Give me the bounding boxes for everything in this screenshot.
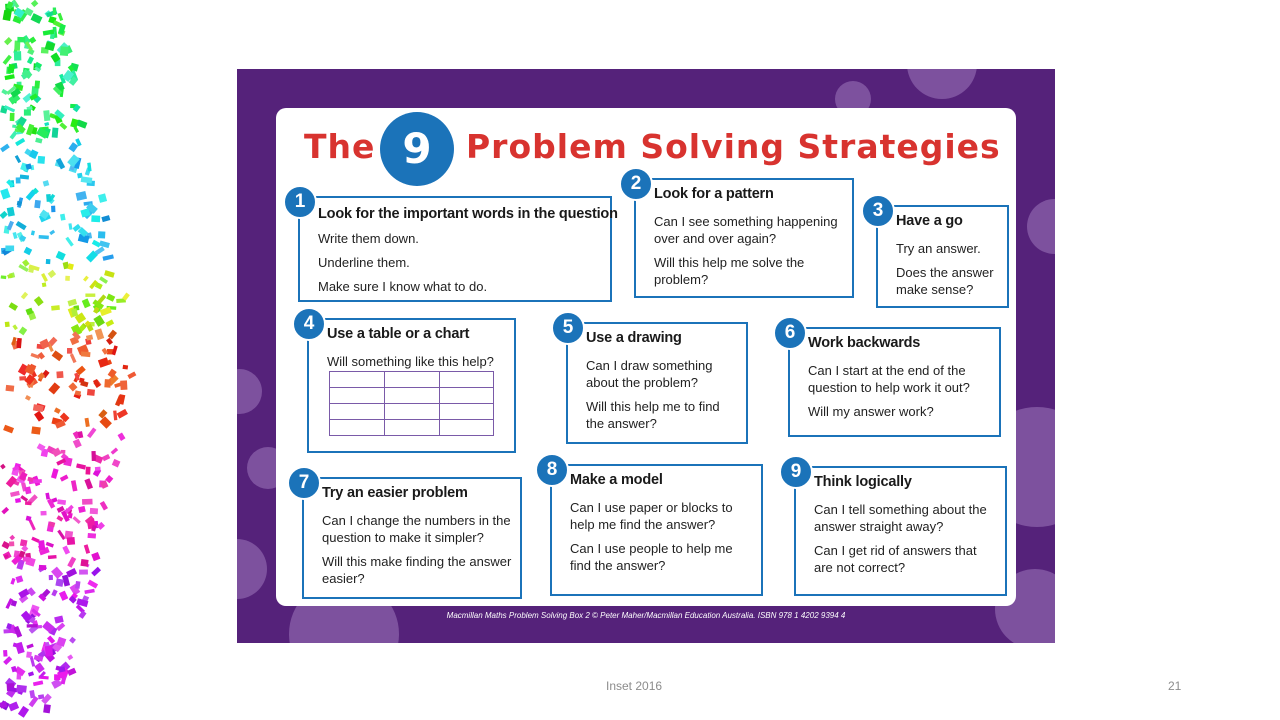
confetti-piece	[108, 330, 117, 340]
confetti-piece	[16, 338, 21, 348]
strategy-4	[303, 313, 516, 453]
confetti-piece	[9, 535, 15, 541]
confetti-piece	[27, 587, 36, 596]
confetti-piece	[85, 467, 90, 475]
confetti-piece	[75, 581, 80, 589]
confetti-piece	[79, 610, 87, 618]
confetti-piece	[67, 537, 75, 545]
confetti-piece	[39, 235, 49, 239]
confetti-piece	[45, 646, 53, 657]
confetti-piece	[79, 570, 88, 575]
confetti-piece	[34, 296, 44, 306]
confetti-piece	[31, 0, 38, 7]
confetti-piece	[98, 357, 109, 367]
confetti-piece	[80, 381, 88, 388]
strategy-number-badge: 9	[779, 455, 813, 489]
confetti-piece	[118, 432, 126, 441]
confetti-piece	[19, 327, 28, 336]
confetti-piece	[127, 372, 136, 380]
strategy-number-badge: 2	[619, 167, 653, 201]
confetti-piece	[81, 176, 93, 183]
confetti-piece	[5, 246, 14, 252]
confetti-piece	[26, 651, 32, 658]
confetti-piece	[33, 680, 43, 686]
confetti-piece	[21, 292, 28, 300]
strategy-line: Will this help me solve the problem?	[654, 255, 805, 287]
title-text: Problem Solving Strategies	[466, 127, 1001, 166]
confetti-piece	[24, 247, 33, 255]
confetti-piece	[60, 46, 69, 56]
confetti-piece	[68, 142, 78, 152]
confetti-piece	[105, 319, 114, 327]
strategy-6	[784, 322, 1001, 437]
confetti-piece	[13, 232, 18, 239]
confetti-piece	[104, 379, 111, 388]
confetti-piece	[78, 506, 86, 513]
strategy-line: Can I draw something about the problem?	[586, 358, 713, 390]
confetti-piece	[43, 704, 51, 713]
strategy-number-badge: 6	[773, 316, 807, 350]
confetti-piece	[14, 51, 22, 60]
strategy-number-badge: 5	[551, 311, 585, 345]
confetti-piece	[39, 565, 46, 570]
confetti-piece	[3, 10, 12, 21]
table-illustration	[329, 371, 494, 436]
confetti-piece	[57, 499, 66, 505]
confetti-piece	[8, 702, 19, 712]
confetti-piece	[80, 559, 88, 567]
confetti-piece	[117, 409, 128, 419]
confetti-piece	[73, 439, 82, 449]
confetti-piece	[37, 156, 45, 164]
confetti-piece	[48, 382, 60, 394]
strategy-line: Will this make finding the answer easier?	[322, 554, 512, 586]
strategy-line: Can I use paper or blocks to help me find the answer?	[570, 500, 733, 532]
confetti-piece	[59, 591, 68, 601]
confetti-decoration	[0, 0, 140, 720]
confetti-piece	[87, 389, 95, 396]
confetti-piece	[46, 542, 54, 548]
confetti-piece	[51, 679, 62, 689]
confetti-piece	[7, 207, 15, 217]
confetti-piece	[46, 259, 51, 264]
confetti-piece	[91, 552, 100, 561]
confetti-piece	[48, 270, 56, 278]
confetti-piece	[51, 589, 57, 596]
confetti-piece	[15, 498, 21, 503]
strategy-line: Can I see something happening over and over again?	[654, 214, 838, 246]
confetti-piece	[26, 643, 33, 648]
confetti-piece	[0, 211, 8, 219]
confetti-piece	[7, 221, 14, 231]
confetti-piece	[3, 425, 14, 434]
strategy-number-badge: 7	[287, 466, 321, 500]
confetti-piece	[44, 122, 49, 126]
confetti-piece	[113, 410, 117, 420]
confetti-piece	[41, 273, 48, 282]
confetti-piece	[67, 348, 72, 354]
confetti-piece	[54, 407, 61, 413]
confetti-piece	[60, 214, 66, 221]
confetti-piece	[87, 580, 98, 589]
confetti-piece	[51, 206, 55, 213]
confetti-piece	[17, 201, 22, 206]
confetti-piece	[60, 475, 69, 482]
confetti-piece	[18, 706, 29, 718]
strategy-line: Does the answer make sense?	[896, 265, 994, 297]
strategy-number-badge: 4	[292, 307, 326, 341]
strategy-9	[790, 461, 1007, 596]
strategy-title: Look for a pattern	[654, 186, 774, 202]
confetti-piece	[97, 522, 105, 530]
title-prefix: The	[304, 127, 376, 166]
confetti-piece	[9, 302, 18, 311]
confetti-piece	[87, 427, 96, 438]
confetti-piece	[53, 7, 56, 15]
strategy-1	[294, 191, 618, 302]
confetti-piece	[3, 55, 12, 65]
confetti-piece	[106, 294, 115, 302]
confetti-piece	[91, 451, 96, 461]
strategy-title: Use a table or a chart	[327, 326, 470, 342]
confetti-piece	[29, 520, 36, 531]
confetti-piece	[102, 254, 113, 261]
confetti-piece	[10, 578, 15, 585]
confetti-piece	[16, 177, 21, 183]
confetti-piece	[8, 64, 15, 74]
confetti-piece	[56, 515, 63, 521]
confetti-piece	[46, 194, 51, 202]
confetti-piece	[51, 305, 60, 310]
confetti-piece	[82, 499, 93, 505]
confetti-piece	[56, 623, 65, 632]
confetti-piece	[83, 276, 89, 282]
confetti-piece	[15, 138, 25, 146]
confetti-piece	[85, 294, 95, 297]
confetti-piece	[42, 282, 47, 287]
confetti-piece	[54, 616, 64, 624]
confetti-piece	[0, 144, 10, 153]
confetti-piece	[15, 575, 23, 583]
confetti-piece	[40, 511, 46, 516]
confetti-piece	[4, 37, 12, 45]
confetti-piece	[33, 479, 42, 483]
strategy-title: Use a drawing	[586, 330, 682, 346]
confetti-piece	[90, 508, 98, 514]
confetti-piece	[51, 468, 59, 479]
confetti-piece	[98, 409, 107, 418]
confetti-piece	[5, 322, 10, 328]
confetti-piece	[49, 575, 53, 580]
confetti-piece	[49, 230, 55, 235]
strategy-5	[562, 317, 748, 444]
confetti-piece	[120, 380, 127, 390]
confetti-piece	[34, 200, 41, 208]
confetti-piece	[67, 654, 73, 660]
strategy-line: Can I get rid of answers that are not correct?	[814, 543, 977, 575]
strategy-line: Can I start at the end of the question to help work it out?	[808, 363, 970, 395]
strategy-line: Underline them.	[318, 255, 410, 270]
strategy-line: Can I use people to help me find the answer?	[570, 541, 733, 573]
problem-solving-poster	[237, 69, 1055, 643]
confetti-piece	[16, 221, 27, 230]
strategy-line: Will my answer work?	[808, 404, 934, 419]
confetti-piece	[6, 385, 15, 392]
confetti-piece	[86, 334, 93, 340]
confetti-piece	[17, 37, 25, 42]
slide-footer-text: Inset 2016	[606, 679, 663, 693]
confetti-piece	[87, 533, 96, 539]
confetti-piece	[27, 624, 38, 627]
strategy-2	[630, 173, 854, 298]
confetti-piece	[85, 418, 90, 427]
confetti-piece	[70, 353, 77, 363]
strategy-number-badge: 3	[861, 194, 895, 228]
confetti-piece	[71, 480, 78, 491]
confetti-piece	[93, 315, 105, 327]
confetti-piece	[35, 138, 42, 144]
confetti-piece	[43, 110, 50, 121]
poster-card	[276, 108, 1016, 606]
confetti-piece	[1, 507, 9, 514]
confetti-piece	[84, 544, 90, 554]
confetti-piece	[81, 351, 91, 357]
confetti-piece	[25, 395, 31, 401]
strategy-title: Try an easier problem	[322, 485, 468, 501]
confetti-piece	[67, 299, 77, 307]
slide-page-number: 21	[1168, 679, 1182, 693]
confetti-piece	[99, 416, 111, 428]
confetti-piece	[99, 240, 110, 248]
confetti-piece	[27, 56, 34, 64]
confetti-piece	[25, 501, 32, 505]
confetti-piece	[98, 231, 105, 238]
confetti-piece	[67, 668, 76, 676]
strategy-line: Can I change the numbers in the question to make it simpler?	[322, 513, 511, 545]
confetti-piece	[25, 486, 32, 494]
confetti-piece	[67, 557, 76, 568]
confetti-piece	[56, 371, 63, 378]
strategy-line: Try an answer.	[896, 241, 981, 256]
confetti-piece	[123, 365, 129, 370]
confetti-piece	[34, 411, 44, 422]
strategy-number-badge: 1	[283, 185, 317, 219]
confetti-piece	[48, 555, 57, 559]
confetti-piece	[82, 298, 91, 308]
confetti-piece	[65, 276, 70, 281]
confetti-piece	[0, 464, 6, 470]
confetti-piece	[55, 578, 63, 586]
confetti-piece	[68, 263, 74, 270]
confetti-piece	[1, 275, 7, 279]
confetti-piece	[4, 74, 14, 80]
strategy-line: Write them down.	[318, 231, 419, 246]
confetti-piece	[10, 113, 15, 121]
confetti-piece	[52, 350, 64, 361]
strategy-7	[298, 472, 522, 599]
confetti-piece	[52, 127, 59, 137]
confetti-piece	[29, 690, 35, 698]
confetti-piece	[43, 180, 50, 186]
confetti-piece	[29, 36, 36, 43]
confetti-piece	[24, 109, 31, 115]
confetti-piece	[76, 463, 86, 469]
confetti-piece	[68, 382, 77, 391]
confetti-piece	[34, 80, 40, 88]
confetti-piece	[31, 426, 41, 434]
strategy-title: Look for the important words in the question	[318, 206, 618, 222]
confetti-piece	[6, 476, 17, 488]
confetti-piece	[104, 270, 115, 278]
strategy-line: Can I tell something about the answer straight away?	[814, 502, 987, 534]
confetti-piece	[102, 454, 110, 461]
confetti-piece	[95, 328, 105, 340]
strategy-8	[546, 459, 763, 596]
confetti-piece	[84, 589, 94, 594]
confetti-piece	[98, 193, 107, 203]
confetti-piece	[10, 491, 20, 497]
confetti-piece	[28, 671, 34, 676]
confetti-piece	[3, 650, 7, 657]
strategy-title: Make a model	[570, 472, 663, 488]
confetti-piece	[38, 540, 45, 550]
confetti-piece	[100, 501, 108, 511]
confetti-piece	[34, 662, 44, 673]
confetti-piece	[112, 459, 121, 468]
strategy-title: Think logically	[814, 474, 912, 490]
confetti-piece	[73, 516, 81, 524]
strategy-3	[872, 200, 1009, 308]
confetti-piece	[59, 122, 67, 130]
confetti-piece	[45, 493, 50, 500]
confetti-piece	[12, 324, 17, 330]
strategy-title: Work backwards	[808, 335, 921, 351]
confetti-piece	[20, 175, 29, 180]
strategy-line: Will this help me to find the answer?	[586, 399, 720, 431]
confetti-piece	[99, 276, 108, 284]
confetti-piece	[9, 541, 14, 546]
confetti-piece	[31, 13, 43, 24]
confetti-piece	[84, 478, 93, 489]
confetti-piece	[69, 637, 76, 644]
confetti-piece	[101, 215, 110, 222]
confetti-piece	[3, 656, 12, 665]
confetti-piece	[2, 541, 11, 549]
confetti-piece	[56, 251, 66, 261]
confetti-piece	[20, 539, 28, 547]
confetti-piece	[111, 448, 119, 455]
title-number-badge: 9	[380, 112, 454, 186]
confetti-piece	[10, 131, 18, 140]
poster-copyright: Macmillan Maths Problem Solving Box 2 © Peter Maher/Macmillan Education Australia. ISBN 978 1 4202 9394 4	[446, 611, 846, 620]
confetti-piece	[65, 237, 73, 247]
confetti-piece	[20, 495, 28, 502]
confetti-piece	[62, 545, 70, 554]
confetti-piece	[57, 530, 65, 540]
confetti-piece	[95, 467, 101, 471]
confetti-piece	[68, 223, 72, 230]
strategy-title: Have a go	[896, 213, 963, 229]
confetti-piece	[76, 191, 87, 201]
confetti-piece	[58, 13, 64, 21]
strategy-line: Make sure I know what to do.	[318, 279, 488, 294]
confetti-piece	[18, 588, 29, 598]
strategy-number-badge: 8	[535, 453, 569, 487]
confetti-piece	[16, 685, 27, 693]
confetti-piece	[15, 155, 21, 163]
confetti-piece	[0, 188, 10, 199]
confetti-piece	[31, 230, 35, 235]
confetti-piece	[91, 215, 100, 222]
confetti-piece	[91, 567, 101, 577]
strategy-line: Will something like this help?	[327, 354, 494, 369]
confetti-piece	[21, 545, 28, 552]
